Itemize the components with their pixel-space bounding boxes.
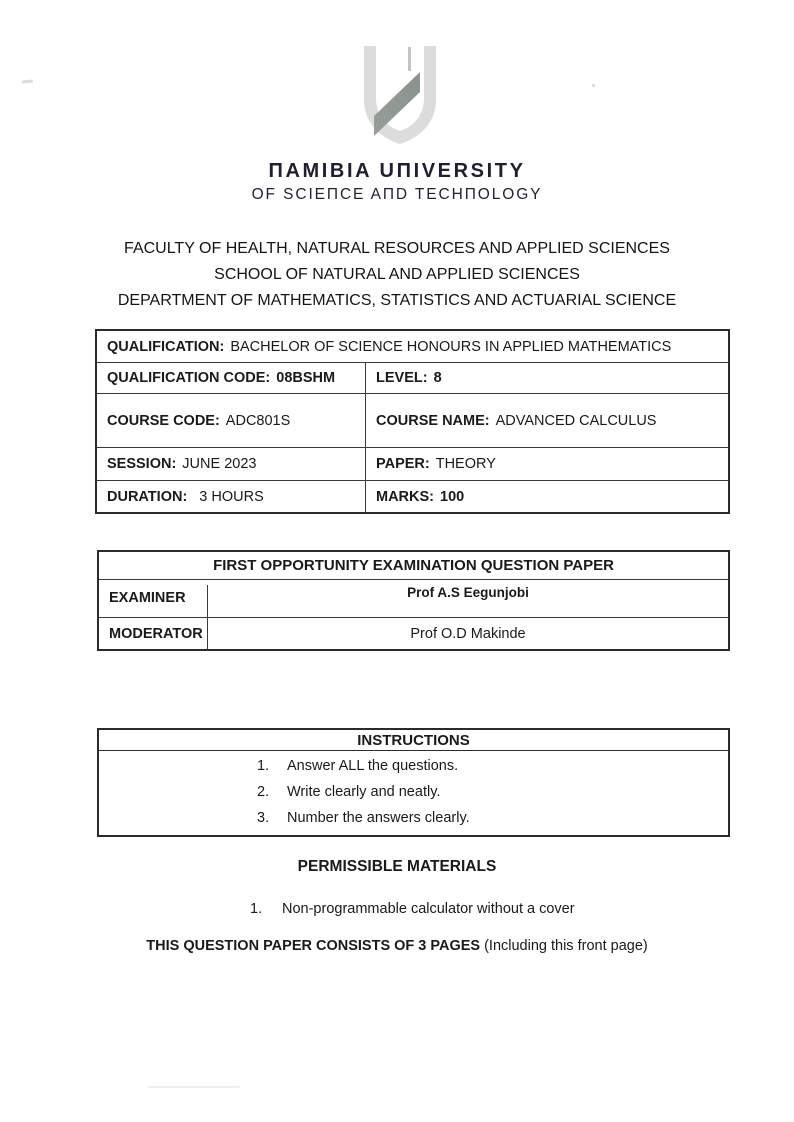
- paper-label: PAPER:: [376, 456, 430, 472]
- moderator-role-label: MODERATOR: [99, 618, 208, 649]
- paper-cell: [366, 448, 728, 480]
- university-name: ПAMIBIA UПIVERSITY: [268, 160, 526, 182]
- course-name-cell: [366, 394, 728, 447]
- scan-artifact: [22, 79, 33, 83]
- university-subtitle: OF SCIEПCE AПD TECHПOLOGY: [251, 186, 543, 203]
- item-number: 1.: [257, 758, 270, 774]
- level-value: 8: [433, 370, 442, 386]
- exam-paper-table: [97, 550, 730, 651]
- qualification-code-cell: [97, 363, 366, 393]
- examiner-role-label: EXAMINER: [99, 585, 208, 617]
- department-line: DEPARTMENT OF MATHEMATICS, STATISTICS AND ACTUARIAL SCIENCE: [117, 292, 677, 309]
- item-text: Number the answers clearly.: [287, 810, 470, 826]
- page-count-regular: (Including this front page): [484, 938, 648, 954]
- session-cell: [97, 448, 366, 480]
- institution-header: [0, 236, 794, 314]
- qualification-code-label: QUALIFICATION CODE:: [107, 370, 271, 386]
- duration-cell: [97, 481, 366, 512]
- level-cell: [366, 363, 728, 393]
- table-row: [97, 331, 728, 362]
- course-code-cell: [97, 394, 366, 447]
- item-text: Answer ALL the questions.: [287, 758, 459, 774]
- school-line: SCHOOL OF NATURAL AND APPLIED SCIENCES: [214, 266, 580, 283]
- scan-artifact: [592, 84, 595, 87]
- item-text: Write clearly and neatly.: [287, 784, 441, 800]
- course-code-label: COURSE CODE:: [107, 412, 220, 429]
- moderator-name: Prof O.D Makinde: [410, 625, 526, 642]
- list-item: [250, 901, 575, 917]
- duration-label: DURATION:: [107, 488, 188, 505]
- qualification-value: BACHELOR OF SCIENCE HONOURS IN APPLIED MATHEMATICS: [230, 338, 672, 355]
- item-number: 2.: [257, 784, 270, 800]
- list-item: [257, 805, 728, 831]
- level-label: LEVEL:: [376, 370, 428, 386]
- permissible-materials-title: PERMISSIBLE MATERIALS: [297, 858, 497, 875]
- qualification-label: QUALIFICATION:: [107, 338, 225, 355]
- exam-paper-title: FIRST OPPORTUNITY EXAMINATION QUESTION PAPER: [99, 552, 728, 580]
- instructions-table: [97, 728, 730, 837]
- instructions-title: INSTRUCTIONS: [99, 730, 728, 751]
- marks-value: 100: [440, 488, 465, 505]
- course-name-value: ADVANCED CALCULUS: [495, 412, 657, 429]
- course-code-value: ADC801S: [225, 412, 291, 429]
- duration-value: 3 HOURS: [199, 488, 264, 505]
- course-info-table: [95, 329, 730, 514]
- page-count-bold: THIS QUESTION PAPER CONSISTS OF 3 PAGES: [146, 938, 481, 954]
- session-label: SESSION:: [107, 456, 177, 472]
- page-count-note: [0, 938, 794, 954]
- faculty-line: FACULTY OF HEALTH, NATURAL RESOURCES AND APPLIED SCIENCES: [124, 240, 670, 257]
- list-item: [257, 779, 728, 805]
- scan-artifact: [148, 1086, 240, 1088]
- table-row: [97, 447, 728, 480]
- instructions-list: [99, 751, 728, 835]
- examiner-name: Prof A.S Eegunjobi: [407, 585, 529, 600]
- marks-cell: [366, 481, 728, 512]
- item-number: 1.: [250, 901, 263, 917]
- table-row: [97, 480, 728, 512]
- marks-label: MARKS:: [376, 488, 434, 505]
- university-shield-logo-icon: [358, 44, 442, 146]
- session-value: JUNE 2023: [182, 456, 257, 472]
- item-number: 3.: [257, 810, 270, 826]
- examiner-row: [99, 580, 728, 618]
- paper-value: THEORY: [435, 456, 496, 472]
- table-row: [97, 393, 728, 447]
- qualification-code-value: 08BSHM: [276, 370, 336, 386]
- moderator-row: [99, 618, 728, 649]
- qualification-cell: [97, 331, 728, 362]
- list-item: [257, 753, 728, 779]
- table-row: [97, 362, 728, 393]
- item-text: Non-programmable calculator without a cover: [282, 901, 575, 917]
- course-name-label: COURSE NAME:: [376, 412, 490, 429]
